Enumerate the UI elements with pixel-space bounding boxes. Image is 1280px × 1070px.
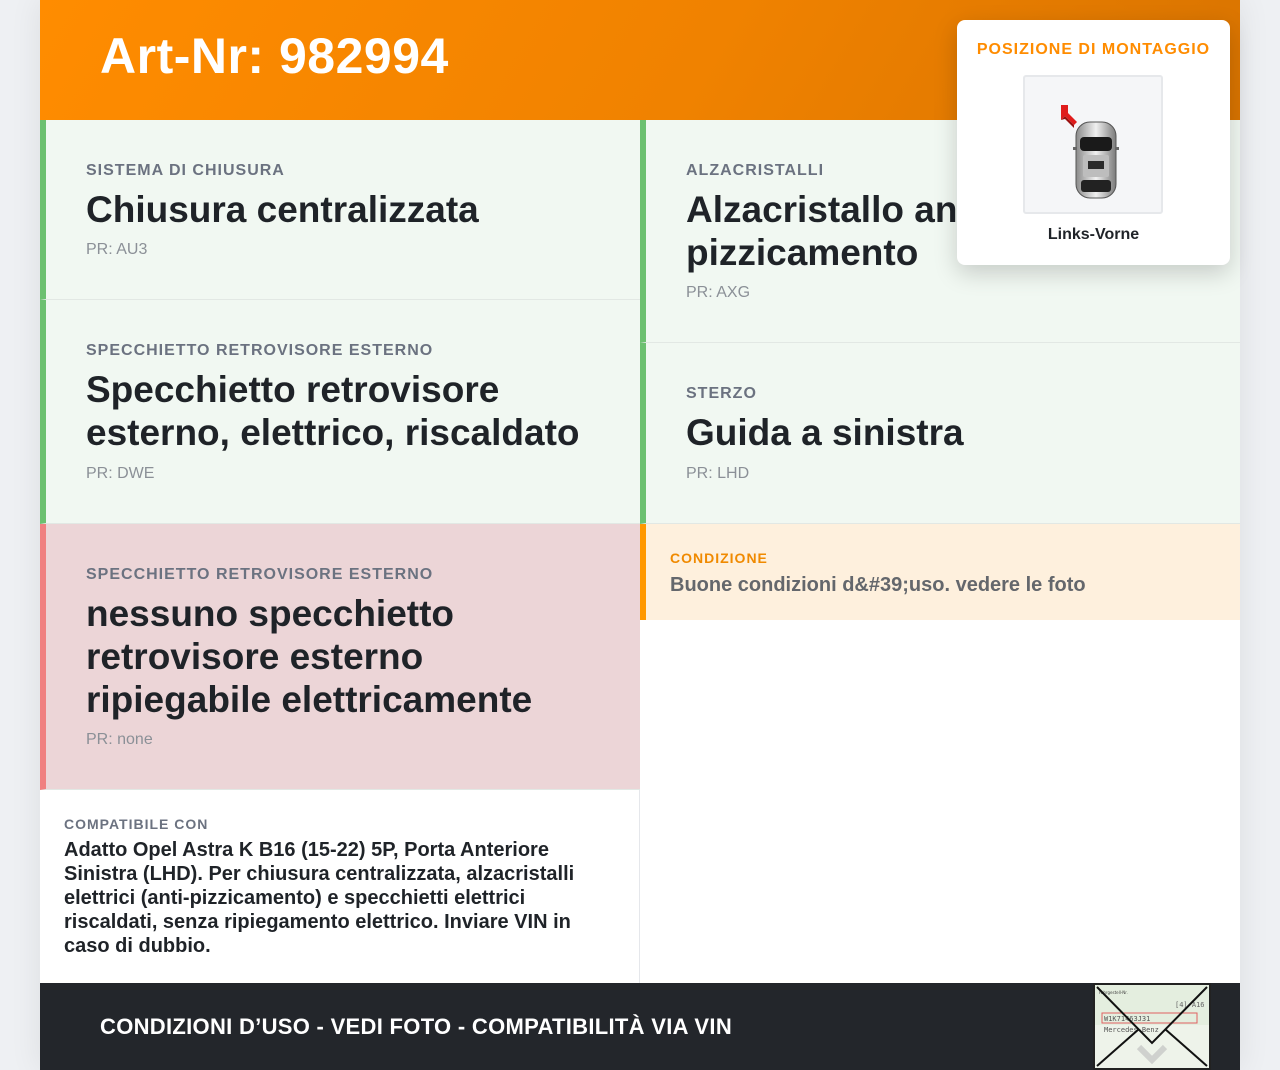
svg-text:Mercedes-Benz: Mercedes-Benz (1104, 1026, 1159, 1034)
condition-box (640, 524, 1240, 620)
mounting-position-card (957, 20, 1230, 265)
red-arrow-icon (1061, 105, 1077, 128)
svg-text:W1K71463J31: W1K71463J31 (1104, 1015, 1151, 1023)
feature-card-mirror-folding-missing (40, 524, 640, 790)
feature-category: SPECCHIETTO RETROVISORE ESTERNO (86, 342, 434, 359)
feature-pr-code: PR: AXG (686, 284, 751, 301)
footer-text: CONDIZIONI D’USO - VEDI FOTO - COMPATIBILITÀ VIA VIN (100, 1014, 733, 1039)
compatibility-label: COMPATIBILE CON (64, 816, 209, 832)
compatibility-box (40, 790, 640, 983)
condition-text: Buone condizioni d&#39;uso. vedere le foto (670, 574, 1086, 596)
vin-envelope-image (1093, 983, 1211, 1070)
car-top-view-icon (1025, 77, 1161, 212)
feature-title-line3: ripiegabile elettricamente (86, 679, 533, 720)
footer-bar (40, 983, 1240, 1070)
feature-pr-code: PR: none (86, 731, 153, 748)
feature-pr-code: PR: LHD (686, 465, 750, 482)
feature-pr-code: PR: DWE (86, 465, 155, 482)
feature-category: ALZACRISTALLI (686, 162, 825, 179)
feature-category: STERZO (686, 385, 757, 402)
feature-title-line2: retrovisore esterno (86, 636, 424, 677)
condition-label: CONDIZIONE (670, 550, 768, 566)
feature-category: SPECCHIETTO RETROVISORE ESTERNO (86, 566, 434, 583)
svg-text:[4] A16: [4] A16 (1175, 1001, 1205, 1009)
empty-area (640, 620, 1240, 983)
feature-title-line2: pizzicamento (686, 232, 919, 273)
car-position-image (1023, 75, 1163, 214)
mounting-position-title: POSIZIONE DI MONTAGGIO (976, 41, 1211, 58)
svg-text:Fahrgestell-Nr.: Fahrgestell-Nr. (1099, 990, 1128, 995)
feature-card-steering (640, 343, 1240, 524)
compatibility-text: Adatto Opel Astra K B16 (15-22) 5P, Porta Anteriore Sinistra (LHD). Per chiusura centralizzata, alzacristalli elettrici (anti-pizzicamento) e specchietti elettrici riscaldati, senza ripiegamento elettrico. Inviare VIN in caso di dubbio. (64, 839, 575, 957)
feature-pr-code: PR: AU3 (86, 241, 148, 258)
envelope-icon (1095, 985, 1209, 1068)
feature-title-line2: esterno, elettrico, riscaldato (86, 412, 580, 453)
article-number-title: Art-Nr: 982994 (100, 28, 449, 84)
feature-title-line1: Alzacristallo an (686, 189, 958, 230)
feature-card-locking (40, 120, 640, 300)
feature-title-line1: Specchietto retrovisore (86, 369, 500, 410)
mounting-position-label: Links-Vorne (1047, 226, 1140, 243)
feature-card-mirror (40, 300, 640, 524)
feature-title-line1: nessuno specchietto (86, 593, 455, 634)
feature-title: Guida a sinistra (686, 412, 964, 453)
feature-category: SISTEMA DI CHIUSURA (86, 162, 285, 179)
feature-title: Chiusura centralizzata (86, 189, 479, 230)
